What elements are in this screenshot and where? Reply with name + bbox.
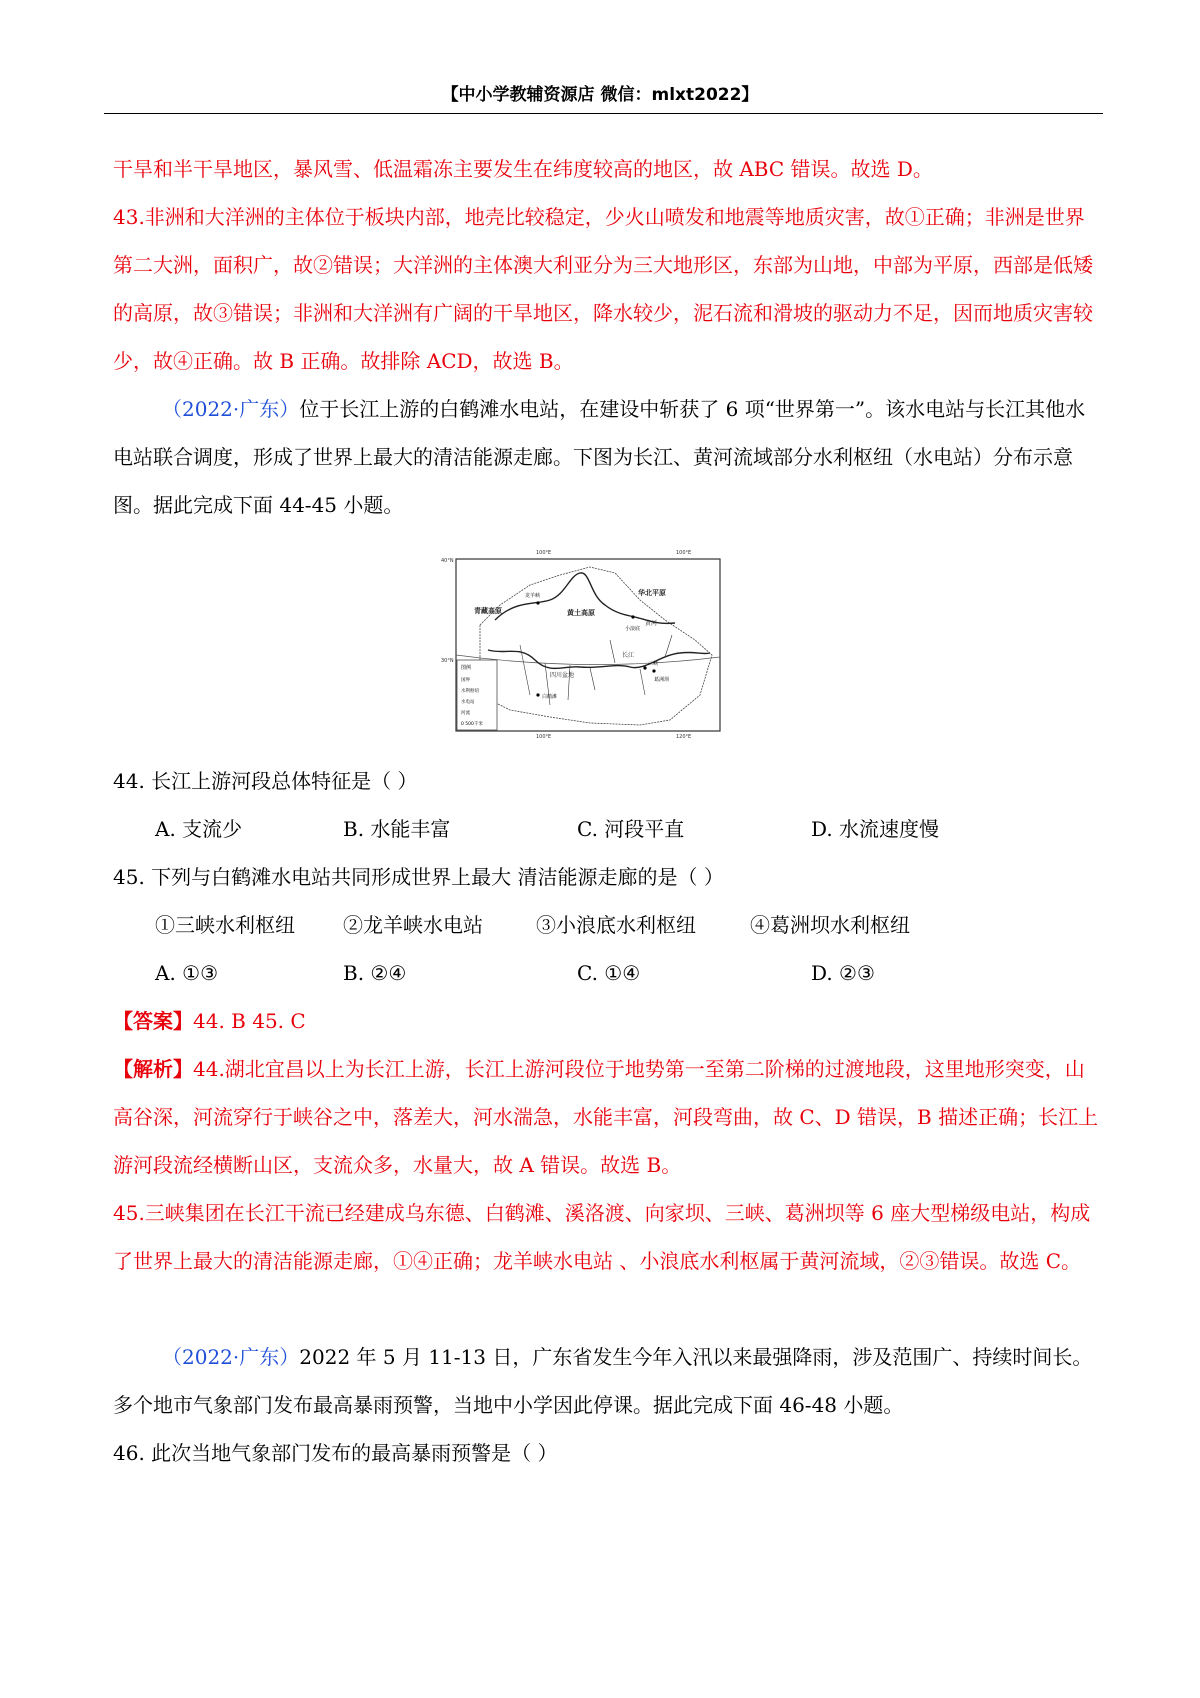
option-a[interactable]: A. ①③ <box>155 961 219 985</box>
question-intro-44-45 <box>113 385 1103 529</box>
place-label: 青藏高原 <box>474 607 502 615</box>
question-46-stem: 46. 此次当地气象部门发布的最高暴雨预警是（ ） <box>113 1441 558 1465</box>
option-a[interactable]: A. 支流少 <box>155 817 243 841</box>
statement-1: ①三峡水利枢纽 <box>155 913 295 937</box>
lon-label: 100°E <box>536 550 552 556</box>
station-label: 葛洲坝 <box>654 677 670 683</box>
statement-3: ③小浪底水利枢纽 <box>536 913 696 937</box>
header-divider <box>104 113 1103 114</box>
page-header: 【中小学教辅资源店 微信：mlxt2022】 <box>441 85 759 105</box>
legend-item: 水电站 <box>461 700 475 705</box>
option-c[interactable]: C. 河段平直 <box>577 817 685 841</box>
answer-43: 43.非洲和大洋洲的主体位于板块内部，地壳比较稳定，少火山喷发和地震等地质灾害，故①正确；非洲是世界第二大洲，面积广，故②错误；大洋洲的主体澳大利亚分为三大地形区，东部为山地，中部为平原，西部是低矮的高原，故③错误；非洲和大洋洲有广阔的干旱地区，降水较少，泥石流和滑坡的驱动力不足，因而地质灾害较少，故④正确。故 B 正确。故排除 ACD，故选 B。 <box>113 205 1093 373</box>
analysis-tag: 【解析】 <box>113 1057 193 1081</box>
answer-line <box>113 997 1103 1045</box>
legend-item: 河流 <box>461 711 470 716</box>
source-tag: （2022·广东） <box>162 1345 300 1369</box>
intro-text: 位于长江上游的白鹤滩水电站，在建设中斩获了 6 项“世界第一”。该水电站与长江其他水电站联合调度，形成了世界上最大的清洁能源走廊。下图为长江、黄河流域部分水利枢纽（水电站）分布示意图。据此完成下面 44-45 小题。 <box>113 397 1086 517</box>
source-tag: （2022·广东） <box>162 397 300 421</box>
place-label: 黄土高原 <box>567 609 595 617</box>
legend-item: 水利枢纽 <box>461 689 479 694</box>
legend-item: 国界 <box>461 678 470 683</box>
lon-label: 120°E <box>676 734 692 740</box>
statement-2: ②龙羊峡水电站 <box>343 913 483 937</box>
legend-title: 图例 <box>461 665 472 671</box>
station-dot <box>536 601 539 604</box>
station-dot <box>643 666 646 669</box>
river-basin-map <box>440 545 750 741</box>
station-label: 三峡 <box>648 661 659 667</box>
station-label: 龙羊峡 <box>525 593 541 599</box>
question-intro-46-48 <box>113 1333 1103 1429</box>
option-b[interactable]: B. 水能丰富 <box>343 817 451 841</box>
question-45-items <box>0 901 1200 949</box>
legend-item: 0 500千米 <box>461 722 483 727</box>
station-label: 小浪底 <box>625 626 641 632</box>
question-45-stem: 45. 下列与白鹤滩水电站共同形成世界上最大 清洁能源走廊的是（ ） <box>113 865 724 889</box>
lon-label: 100°E <box>676 550 692 556</box>
lat-label: 30°N <box>441 658 454 664</box>
station-dot <box>536 693 539 696</box>
place-label: 黄河 <box>645 620 658 627</box>
analysis-44 <box>113 1045 1103 1189</box>
station-dot <box>631 615 634 618</box>
place-label: 长江 <box>622 652 635 659</box>
analysis-45: 45.三峡集团在长江干流已经建成乌东德、白鹤滩、溪洛渡、向家坝、三峡、葛洲坝等 6 座大型梯级电站，构成了世界上最大的清洁能源走廊，①④正确；龙羊峡水电站 、小浪底水利枢属于黄河流域，②③错误。故选 C。 <box>113 1201 1091 1273</box>
answer-42-tail: 干旱和半干旱地区，暴风雪、低温霜冻主要发生在纬度较高的地区，故 ABC 错误。故选 D。 <box>113 157 933 181</box>
option-b[interactable]: B. ②④ <box>343 961 407 985</box>
lon-label: 100°E <box>536 734 552 740</box>
option-d[interactable]: D. ②③ <box>811 961 875 985</box>
intro-text: 2022 年 5 月 11-13 日，广东省发生今年入汛以来最强降雨，涉及范围广、持续时间长。多个地市气象部门发布最高暴雨预警，当地中小学因此停课。据此完成下面 46-48 小题。 <box>113 1345 1093 1417</box>
lat-label: 40°N <box>441 558 454 564</box>
place-label: 华北平原 <box>638 589 666 597</box>
question-44-options <box>0 805 1200 853</box>
station-label: 白鹤滩 <box>542 694 558 700</box>
answer-tag: 【答案】 <box>113 1009 193 1033</box>
statement-4: ④葛洲坝水利枢纽 <box>750 913 910 937</box>
question-44-stem: 44. 长江上游河段总体特征是（ ） <box>113 769 418 793</box>
option-c[interactable]: C. ①④ <box>577 961 641 985</box>
answer-text: 44. B 45. C <box>193 1009 306 1033</box>
station-dot <box>652 669 655 672</box>
analysis-44-text: 44.湖北宜昌以上为长江上游，长江上游河段位于地势第一至第二阶梯的过渡地段，这里地形突变，山高谷深，河流穿行于峡谷之中，落差大，河水湍急，水能丰富，河段弯曲，故 C、D 错误，B 描述正确；长江上游河段流经横断山区，支流众多，水量大，故 A 错误。故选 B。 <box>113 1057 1099 1177</box>
question-45-options <box>0 949 1200 997</box>
place-label: 四川盆地 <box>550 672 575 679</box>
option-d[interactable]: D. 水流速度慢 <box>811 817 940 841</box>
